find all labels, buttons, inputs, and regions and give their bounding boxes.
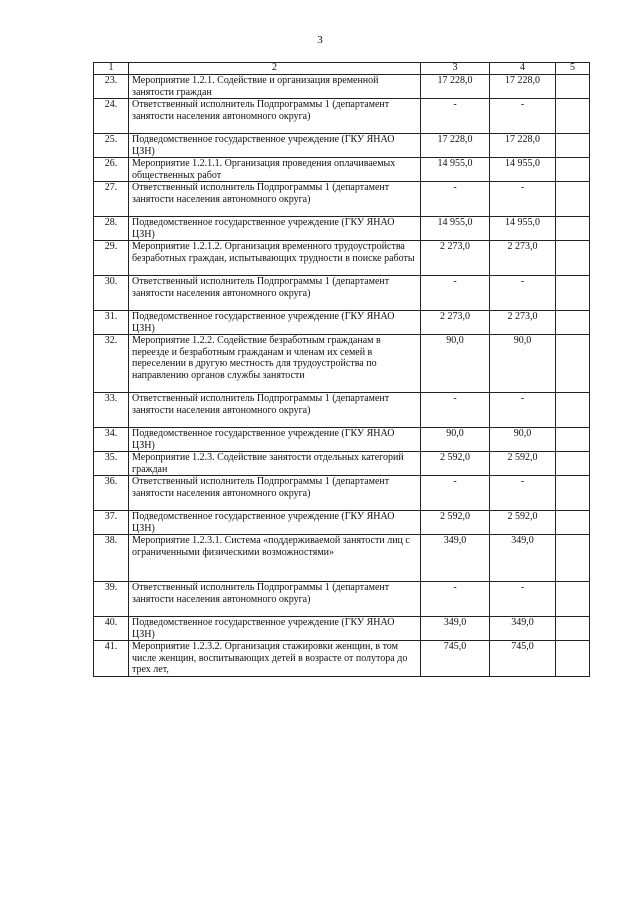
row-description: Мероприятие 1.2.2. Содействие безработным гражданам в переезде и безработным гражданам и членам их семей в переселении в другую местность для трудоустройства по направлению органов службы занятости: [129, 335, 421, 393]
row-description: Мероприятие 1.2.3.1. Система «поддерживаемой занятости лиц с ограниченными физическими возможностями»: [129, 535, 421, 582]
row-description: Подведомственное государственное учреждение (ГКУ ЯНАО ЦЗН): [129, 511, 421, 535]
row-value-col3: -: [421, 182, 490, 217]
row-value-col3: -: [421, 99, 490, 134]
page-number: 3: [317, 34, 323, 46]
row-description: Ответственный исполнитель Подпрограммы 1 (департамент занятости населения автономного округа): [129, 393, 421, 428]
row-value-col5: [556, 311, 590, 335]
row-value-col3: -: [421, 476, 490, 511]
row-value-col5: [556, 99, 590, 134]
row-value-col5: [556, 617, 590, 641]
row-value-col4: 17 228,0: [490, 134, 556, 158]
table-row: [94, 134, 590, 158]
row-description: Ответственный исполнитель Подпрограммы 1 (департамент занятости населения автономного округа): [129, 476, 421, 511]
row-description: Подведомственное государственное учреждение (ГКУ ЯНАО ЦЗН): [129, 428, 421, 452]
row-value-col3: 2 592,0: [421, 452, 490, 476]
table-row: [94, 641, 590, 677]
row-number: 37.: [94, 511, 129, 535]
row-value-col5: [556, 75, 590, 99]
row-value-col4: 14 955,0: [490, 158, 556, 182]
row-number: 33.: [94, 393, 129, 428]
row-number: 40.: [94, 617, 129, 641]
row-value-col4: -: [490, 99, 556, 134]
row-number: 36.: [94, 476, 129, 511]
table-row: [94, 452, 590, 476]
row-description: Подведомственное государственное учреждение (ГКУ ЯНАО ЦЗН): [129, 217, 421, 241]
column-header-1: 1: [94, 63, 129, 75]
table-row: [94, 617, 590, 641]
row-description: Подведомственное государственное учреждение (ГКУ ЯНАО ЦЗН): [129, 617, 421, 641]
row-number: 23.: [94, 75, 129, 99]
row-description: Мероприятие 1.2.1. Содействие и организация временной занятости граждан: [129, 75, 421, 99]
row-value-col4: 349,0: [490, 535, 556, 582]
row-description: Ответственный исполнитель Подпрограммы 1 (департамент занятости населения автономного округа): [129, 582, 421, 617]
row-value-col4: 2 592,0: [490, 511, 556, 535]
row-number: 25.: [94, 134, 129, 158]
column-header-3: 3: [421, 63, 490, 75]
row-value-col4: 17 228,0: [490, 75, 556, 99]
row-value-col4: 2 273,0: [490, 311, 556, 335]
row-description: Подведомственное государственное учреждение (ГКУ ЯНАО ЦЗН): [129, 134, 421, 158]
row-value-col5: [556, 241, 590, 276]
row-value-col5: [556, 393, 590, 428]
table-row: [94, 311, 590, 335]
column-header-4: 4: [490, 63, 556, 75]
row-number: 31.: [94, 311, 129, 335]
row-value-col3: 14 955,0: [421, 158, 490, 182]
table-row: [94, 476, 590, 511]
row-description: Ответственный исполнитель Подпрограммы 1 (департамент занятости населения автономного округа): [129, 99, 421, 134]
row-description: Мероприятие 1.2.1.1. Организация проведения оплачиваемых общественных работ: [129, 158, 421, 182]
row-value-col4: 2 273,0: [490, 241, 556, 276]
row-number: 26.: [94, 158, 129, 182]
table-row: [94, 582, 590, 617]
table-row: [94, 182, 590, 217]
table-row: [94, 75, 590, 99]
column-header-5: 5: [556, 63, 590, 75]
row-number: 35.: [94, 452, 129, 476]
row-value-col5: [556, 582, 590, 617]
table-row: [94, 393, 590, 428]
table-row: [94, 335, 590, 393]
row-value-col3: 90,0: [421, 335, 490, 393]
row-value-col5: [556, 335, 590, 393]
row-value-col3: 745,0: [421, 641, 490, 677]
table-row: [94, 428, 590, 452]
column-header-2: 2: [129, 63, 421, 75]
row-value-col5: [556, 535, 590, 582]
row-description: Мероприятие 1.2.3. Содействие занятости отдельных категорий граждан: [129, 452, 421, 476]
row-value-col5: [556, 217, 590, 241]
row-value-col4: -: [490, 182, 556, 217]
row-value-col3: -: [421, 393, 490, 428]
row-value-col4: 90,0: [490, 335, 556, 393]
row-value-col3: 14 955,0: [421, 217, 490, 241]
row-number: 41.: [94, 641, 129, 677]
row-value-col4: 2 592,0: [490, 452, 556, 476]
row-value-col5: [556, 511, 590, 535]
row-number: 27.: [94, 182, 129, 217]
row-description: Мероприятие 1.2.1.2. Организация временного трудоустройства безработных граждан, испытывающих трудности в поиске работы: [129, 241, 421, 276]
table-row: [94, 158, 590, 182]
table-row: [94, 511, 590, 535]
row-value-col3: 2 592,0: [421, 511, 490, 535]
row-value-col3: 349,0: [421, 617, 490, 641]
row-value-col4: -: [490, 276, 556, 311]
row-value-col5: [556, 428, 590, 452]
table-row: [94, 99, 590, 134]
budget-table: [93, 62, 590, 677]
row-number: 30.: [94, 276, 129, 311]
row-value-col5: [556, 158, 590, 182]
row-value-col4: 745,0: [490, 641, 556, 677]
row-number: 38.: [94, 535, 129, 582]
row-value-col3: 17 228,0: [421, 134, 490, 158]
row-number: 24.: [94, 99, 129, 134]
row-description: Мероприятие 1.2.3.2. Организация стажировки женщин, в том числе женщин, воспитывающих детей в возрасте от полутора до трех лет,: [129, 641, 421, 677]
row-number: 28.: [94, 217, 129, 241]
row-value-col5: [556, 452, 590, 476]
table-row: [94, 241, 590, 276]
row-number: 39.: [94, 582, 129, 617]
row-number: 32.: [94, 335, 129, 393]
row-number: 34.: [94, 428, 129, 452]
row-value-col5: [556, 276, 590, 311]
row-value-col4: -: [490, 582, 556, 617]
row-value-col3: 2 273,0: [421, 241, 490, 276]
row-value-col3: -: [421, 582, 490, 617]
row-value-col4: 349,0: [490, 617, 556, 641]
row-number: 29.: [94, 241, 129, 276]
row-value-col4: -: [490, 393, 556, 428]
row-value-col3: 349,0: [421, 535, 490, 582]
table-header: [94, 63, 590, 75]
table-row: [94, 217, 590, 241]
row-value-col4: 90,0: [490, 428, 556, 452]
row-value-col4: 14 955,0: [490, 217, 556, 241]
row-value-col3: 90,0: [421, 428, 490, 452]
table-body: [94, 75, 590, 677]
table-row: [94, 535, 590, 582]
header-row: [94, 63, 590, 75]
row-description: Подведомственное государственное учреждение (ГКУ ЯНАО ЦЗН): [129, 311, 421, 335]
row-value-col4: -: [490, 476, 556, 511]
row-value-col5: [556, 641, 590, 677]
row-value-col5: [556, 182, 590, 217]
row-value-col5: [556, 476, 590, 511]
row-description: Ответственный исполнитель Подпрограммы 1 (департамент занятости населения автономного округа): [129, 276, 421, 311]
row-value-col3: -: [421, 276, 490, 311]
row-value-col3: 17 228,0: [421, 75, 490, 99]
row-value-col5: [556, 134, 590, 158]
row-description: Ответственный исполнитель Подпрограммы 1 (департамент занятости населения автономного округа): [129, 182, 421, 217]
table-row: [94, 276, 590, 311]
row-value-col3: 2 273,0: [421, 311, 490, 335]
